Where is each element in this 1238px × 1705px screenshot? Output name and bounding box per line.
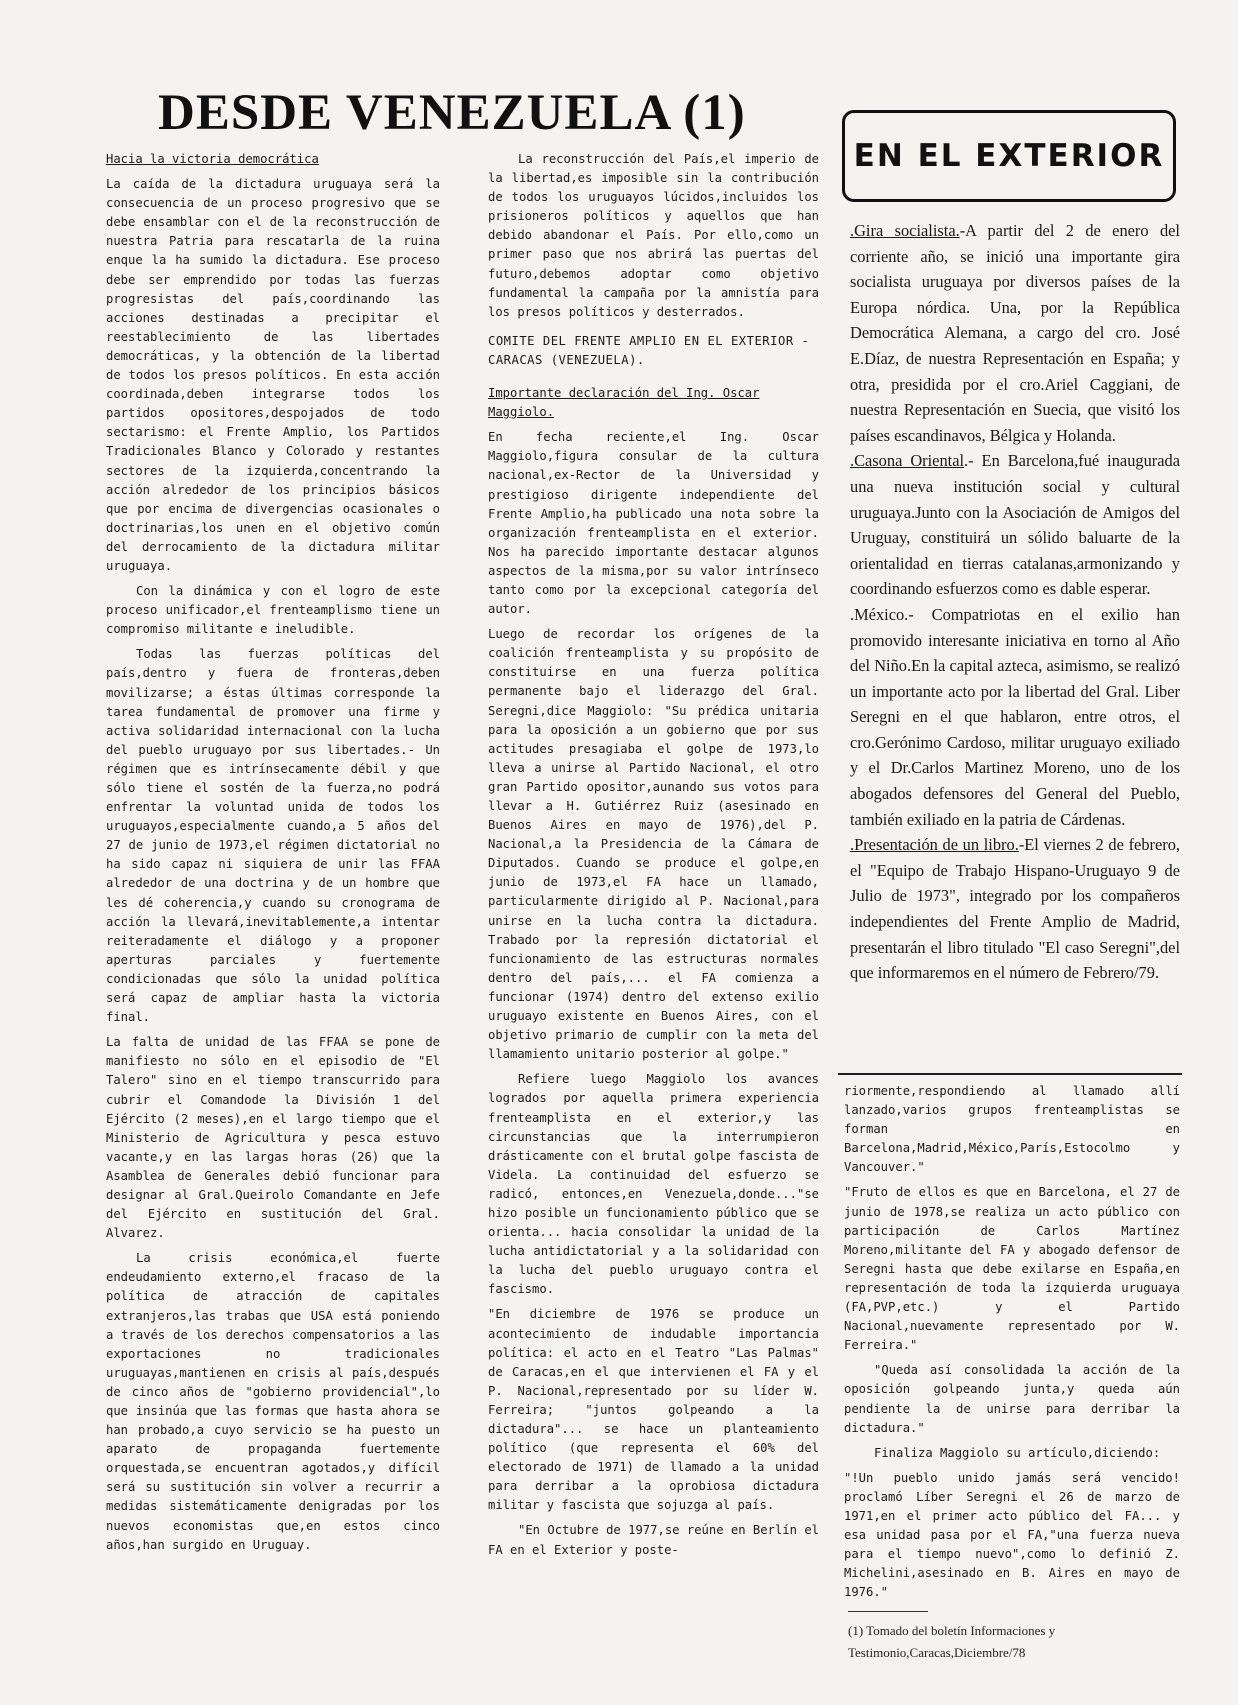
paragraph: "Fruto de ellos es que en Barcelona, el 27 de junio de 1978,se realiza un acto público con participación de Carlos Martínez Moreno,militante del FA y abogado defensor de Seregni hasta que debe exilarse en España,en representación de toda la izquierda uruguaya (FA,PVP,etc.) y el Partido Nacional,nuevamente representado por W. Ferreira." [844, 1185, 1180, 1353]
committee-signature: COMITE DEL FRENTE AMPLIO EN EL EXTERIOR - CARACAS (VENEZUELA). [488, 333, 810, 367]
paragraph: Refiere luego Maggiolo los avances logrados por aquella primera experiencia frenteamplista en el exterior,y las circunstancias que la interrumpieron drásticamente con el brutal golpe fascista de Videla. La continuidad del esfuerzo se radicó, entonces,en Venezuela,donde..."se hizo posible un funcionamiento público que se orienta... hacia consolidar la unidad de la lucha antidictatorial y a la solidaridad con la lucha del pueblo uruguayo contra el fascismo. [488, 1072, 819, 1297]
news-item-casona-oriental [850, 448, 1180, 602]
news-item-title: .Gira socialista. [850, 221, 960, 240]
en-el-exterior-title: EN EL EXTERIOR [853, 138, 1165, 174]
article-title: DESDE VENEZUELA (1) [158, 85, 746, 141]
column-left [106, 150, 440, 1561]
paragraph: La caída de la dictadura uruguaya será la consecuencia de un proceso progresivo que se debe ensamblar con el de la reconstrucción de nuestra Patria para rescatarla de la ruina enque la ha sumido la dictadura. Ese proceso debe ser emprendido por todas las fuerzas progresistas del país,coordinando las acciones destinadas a precipitar el reestablecimiento de las libertades democráticas, y la obtención de la libertad de todos los presos políticos. En esta acción coordinada,deben integrarse todos los partidos opositores,despojados de todo sectarismo: el Frente Amplio, los Partidos Tradicionales Blanco y Colorado y restantes sectores de la izquierda,concentrando la acción alrededor de los principios básicos que por encima de divergencias ocasionales o doctrinarias,los unen en el objetivo común del derrocamiento de la dictadura militar uruguaya. [106, 177, 440, 573]
footnote: (1) Tomado del boletín Informaciones y Testimonio,Caracas,Diciembre/78 [848, 1623, 1056, 1660]
paragraph: Finaliza Maggiolo su artículo,diciendo: [874, 1445, 1161, 1460]
paragraph: "En Octubre de 1977,se reúne en Berlín el FA en el Exterior y poste- [488, 1523, 819, 1557]
paragraph: "Queda así consolidada la acción de la oposición golpeando junta,y queda aún pendiente la de unirse para derribar la dictadura." [844, 1363, 1180, 1435]
column-right-continuation [844, 1082, 1180, 1608]
en-el-exterior-box [842, 110, 1176, 202]
paragraph: Con la dinámica y con el logro de este proceso unificador,el frenteamplismo tiene un compromiso militante e ineludible. [106, 584, 440, 637]
section-heading-maggiolo: Importante declaración del Ing. Oscar Maggiolo. [488, 386, 760, 420]
section-divider [838, 1073, 1182, 1075]
news-item-text: -El viernes 2 de febrero, el "Equipo de Trabajo Hispano-Uruguayo 9 de Julio de 1973", integrado por los compañeros independientes del Frente Amplio de Madrid, presentarán el libro titulado "El caso Seregni",del que informaremos en el número de Febrero/79. [850, 835, 1181, 983]
exterior-news-column [850, 218, 1180, 986]
news-item-title: .Presentación de un libro. [850, 835, 1019, 855]
paragraph: riormente,respondiendo al llamado allí lanzado,varios grupos frenteamplistas se forman en Barcelona,Madrid,México,París,Estocolmo y Vancouver." [844, 1084, 1180, 1175]
news-item-gira-socialista [850, 218, 1180, 448]
paragraph: Luego de recordar los orígenes de la coalición frenteamplista y su propósito de constituirse en una fuerza política permanente bajo el liderazgo del Gral. Seregni,dice Maggiolo: "Su prédica unitaria para la oposición a un gobierno que por sus actitudes presagiaba el golpe de 1973,lo lleva a unirse al Partido Nacional, el otro gran Partido opositor,aunando sus votos para llevar a H. Gutiérrez Ruiz (asesinado en Buenos Aires en mayo de 1976),del P. Nacional,a la Presidencia de la Cámara de Diputados. Cuando se produce el golpe,en junio de 1973,el FA hace un llamado, particularmente dirigido al P. Nacional,para unirse en la lucha contra la dictadura. Trabado por la represión dictatorial el funcionamiento de las estructuras normales dentro del país,... el FA comienza a funcionar (1974) dentro del extenso exilio uruguayo existente en Buenos Aires, con el objetivo primario de cumplir con la meta del llamamiento unitario posterior al golpe." [488, 627, 819, 1062]
paragraph: "En diciembre de 1976 se produce un acontecimiento de indudable importancia política: el acto en el Teatro "Las Palmas" de Caracas,en el que intervienen el FA y el P. Nacional,representado por su líder W. Ferreira; "juntos golpeando a la dictadura"... se hace un planteamiento político (que representa el 60% del electorado de 1971) de llamado a la unidad para derribar a la oprobiosa dictadura militar y fascista que sojuzga al país. [488, 1307, 819, 1513]
paragraph: En fecha reciente,el Ing. Oscar Maggiolo,figura consular de la cultura nacional,ex-Rector de la Universidad y prestigioso dirigente independiente del Frente Amplio,ha publicado una nota sobre la organización frenteamplista en el exterior. Nos ha parecido importante destacar algunos aspectos de la misma,por su valor intrínseco tanto como por la excepcional categoría del autor. [488, 430, 819, 617]
news-item-mexico: .México.- Compatriotas en el exilio han promovido interesante iniciativa en torno al Año del Niño.En la capital azteca, asimismo, se realizó un importante acto por la libertad del Gral. Liber Seregni en el que hablaron, entre otros, el cro.Gerónimo Cardoso, militar uruguayo exiliado y el Dr.Carlos Martinez Moreno, uno de los abogados defensores del General del Pueblo, también exiliado en la patria de Cárdenas. [850, 604, 1180, 829]
paragraph: La falta de unidad de las FFAA se pone de manifiesto no sólo en el episodio de "El Talero" sino en el tiempo transcurrido para cubrir el Comandode la División 1 del Ejército (2 meses),en el largo tiempo que el Ministerio de Agricultura y pesca estuvo vacante,y en las largas horas (26) que la Asamblea de Generales debió funcionar para designar al Gral.Queirolo Comandante en Jefe del Ejército en sustitución del Gral. Alvarez. [106, 1035, 440, 1241]
paragraph: "!Un pueblo unido jamás será vencido! proclamó Líber Seregni el 26 de marzo de 1971,en el primer acto público del FA... y esa unidad pasa por el FA,"una fuerza nueva para el tiempo nuevo",como lo definió Z. Michelini,asesinado en B. Aires en mayo de 1976." [844, 1470, 1180, 1600]
news-item-libro [850, 832, 1180, 986]
section-heading-democratic-victory: Hacia la victoria democrática [106, 152, 319, 166]
paragraph: Todas las fuerzas políticas del país,dentro y fuera de fronteras,deben movilizarse; a éstas últimas corresponde la tarea fundamental de promover una firme y activa solidaridad internacional con la lucha del pueblo uruguayo por sus libertades.- Un régimen que es intrínsecamente débil y que sólo tiene el sostén de la fuerza,no podrá enfrentar la voluntad unida de todos los uruguayos,especialmente cuando,a 5 años del 27 de junio de 1973,el régimen dictatorial no ha sido capaz ni siquiera de unir las FFAA alrededor de una doctrina y de un hombre que les dé coherencia,y cuando su cronograma de acción la llevará,inevitablemente,a intentar reiteradamente el diálogo y a proponer aperturas parciales y fuertemente condicionadas que sólo la unidad política será capaz de ampliar hasta la victoria final. [106, 647, 440, 1025]
paragraph: La reconstrucción del País,el imperio de la libertad,es imposible sin la contribución de todos los uruguayos lúcidos,incluidos los prisioneros políticos y aquellos que han debido abandonar el País. Por ello,como un primer paso que nos abrirá las puertas del futuro,debemos adoptar como objetivo fundamental la campaña por la amnistía para los presos políticos y desterrados. [488, 152, 819, 319]
news-item-title: .Casona Oriental [850, 451, 965, 471]
news-item-text: .- En Barcelona,fué inaugurada una nueva institución social y cultural uruguaya.Junto con la Asociación de Amigos del Uruguay, constituirá un sólido baluarte de la orientalidad en tierras catalanas,armonizando y coordinando esfuerzos como es dable esperar. [850, 451, 1180, 599]
column-middle [488, 150, 819, 1566]
footnote-divider [848, 1611, 928, 1612]
paragraph: La crisis económica,el fuerte endeudamiento externo,el fracaso de la política de atracción de capitales extranjeros,las trabas que USA está poniendo a través de los derechos compensatorios a las exportaciones no tradicionales uruguayas,mantienen en crisis al país,después de cinco años de "gobierno providencial",lo que insinúa que las formas que hasta ahora se han probado,a cuyo servicio se ha puesto un aparato de propaganda fuertemente orquestada,se encuentran agotados,y difícil será su sustitución sin volver a recurrir a medidas sistemáticamente denigradas por los nuevos economistas que,en estos cinco años,han surgido en Uruguay. [106, 1251, 440, 1552]
news-item-text: -A partir del 2 de enero del corriente año, se inició una importante gira socialista uruguaya por diversos países de la Europa nórdica. Una, por la República Democrática Alemana, a cargo del cro. José E.Díaz, de nuestra Representación en España; y otra, presidida por el cro.Ariel Caggiani, de nuestra Representación en Suecia, que visitó los países escandinavos, Bélgica y Holanda. [850, 221, 1180, 445]
